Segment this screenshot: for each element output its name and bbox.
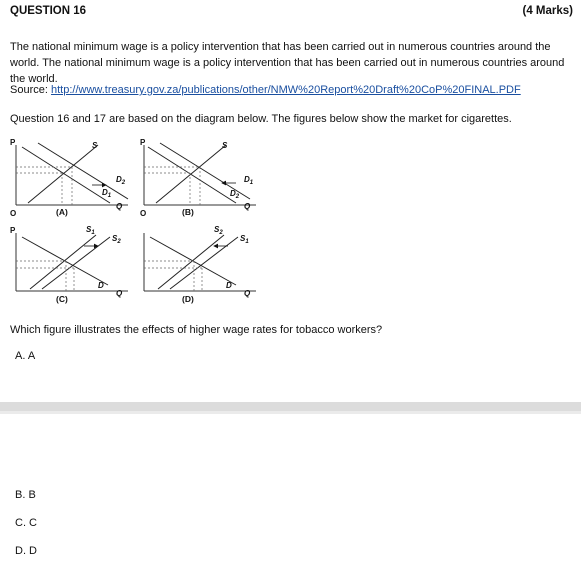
panel-d-label: (D) [182,294,194,304]
question-marks: (4 Marks) [522,5,573,17]
diagram-intro: Question 16 and 17 are based on the diagram below. The figures below show the market for cigarettes. [10,113,512,125]
option-b[interactable]: B. B [15,489,36,501]
question-title: QUESTION 16 [10,5,87,17]
panel-d [144,225,256,304]
panel-a [10,138,128,218]
s2-label: $S_2$ [214,225,223,236]
supply-curve [156,145,226,203]
demand-curve-d1 [160,143,250,199]
quantity-axis-label: Q [116,202,123,211]
demand-label: D [226,281,232,290]
origin-label: O [140,209,147,218]
d2-label: $D_2$ [116,175,126,186]
demand-label: D [98,281,104,290]
source-line [10,82,576,98]
source-link[interactable]: http://www.treasury.gov.za/publications/other/NMW%20Report%20Draft%20CoP%20FINAL.PDF [50,84,521,96]
section-divider-shadow [0,411,581,414]
market-diagram [0,133,300,313]
panel-c-label: (C) [56,294,68,304]
s2-label: $S_2$ [112,234,121,245]
quantity-axis-label: Q [116,289,123,298]
s1-label: $S_1$ [86,225,95,236]
supply-label: S [92,141,98,150]
panel-b [140,138,256,218]
demand-curve-d1 [22,147,110,203]
quantity-axis-label: Q [244,289,251,298]
panel-a-label: (A) [56,207,68,217]
intro-paragraph: The national minimum wage is a policy intervention that has been carried out in numerous countries around the world. The national minimum wage is a policy intervention that has been carried out in numerous countries around the world. [10,41,565,85]
option-a[interactable]: A. A [15,350,36,362]
supply-curve-s1 [30,235,96,289]
demand-curve-d2 [148,147,236,203]
panel-c [10,225,128,304]
supply-curve-s2 [158,235,224,289]
d2-label: $D_2$ [230,189,240,200]
quantity-axis-label: Q [244,202,251,211]
s1-label: $S_1$ [240,234,249,245]
source-label: Source: [10,84,48,96]
price-axis-label: P [10,138,16,147]
section-divider [0,402,581,411]
demand-curve-d2 [38,143,128,199]
option-d[interactable]: D. D [15,545,37,557]
origin-label: O [10,209,17,218]
price-axis-label: P [10,226,16,235]
price-axis-label: P [140,138,146,147]
question-prompt: Which figure illustrates the effects of higher wage rates for tobacco workers? [10,324,383,336]
supply-label: S [222,141,228,150]
d1-label: $D_1$ [244,175,254,186]
d1-label: $D_1$ [102,188,112,199]
option-c[interactable]: C. C [15,517,37,529]
panel-b-label: (B) [182,207,194,217]
